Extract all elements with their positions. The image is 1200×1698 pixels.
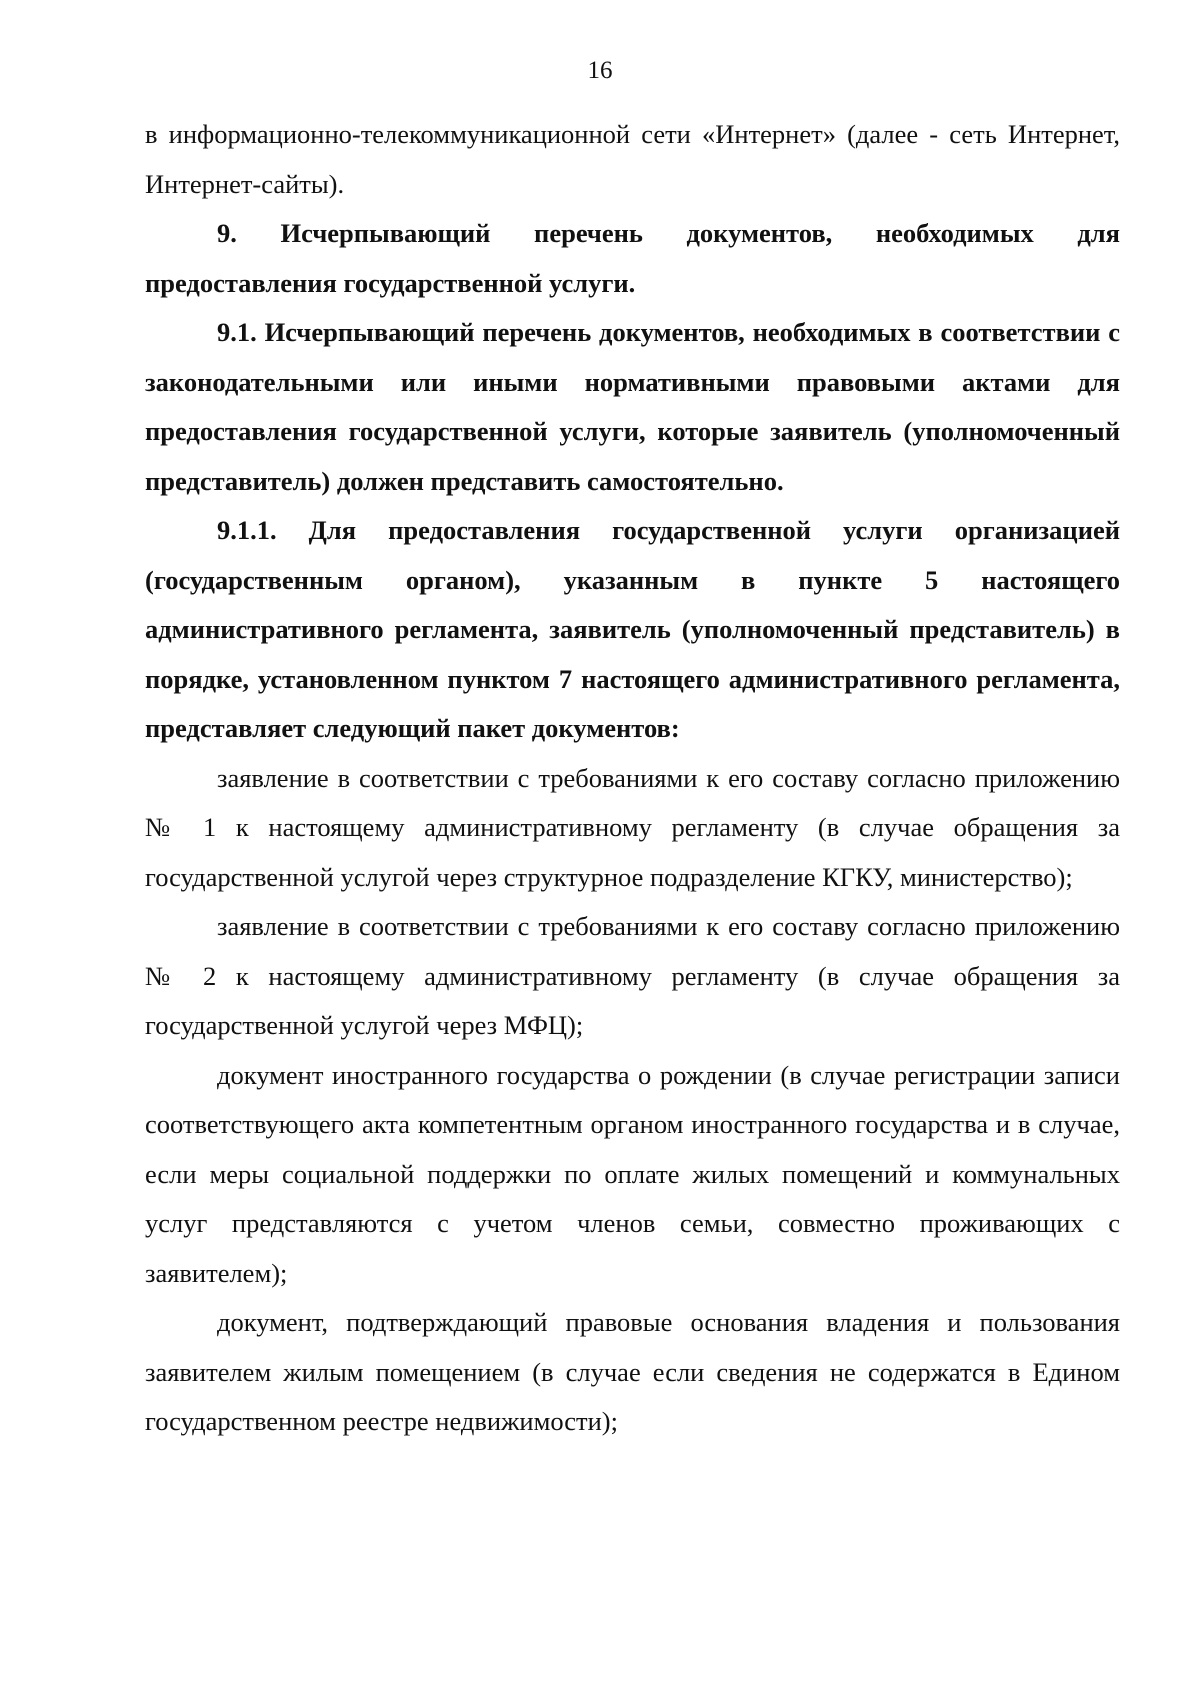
subsection-heading-9-1-1: 9.1.1. Для предоставления государственной услуги организацией (государственным органом), указанным в пункте 5 настоящего административного регламента, заявитель (уполномоченный представитель) в порядке, установленном пунктом 7 настоящего административного регламента, представляет следующий пакет документов: (145, 515, 1120, 743)
paragraph-continuation: в информационно-телекоммуникационной сети «Интернет» (далее - сеть Интернет, Интернет-сайты). (145, 119, 1120, 199)
page-number: 16 (587, 57, 613, 84)
list-item-application-2: заявление в соответствии с требованиями к его составу согласно приложению № 2 к настоящему административному регламенту (в случае обращения за государственной услугой через МФЦ); (145, 911, 1120, 1040)
list-item-foreign-birth-document: документ иностранного государства о рождении (в случае регистрации записи соответствующего акта компетентным органом иностранного государства и в случае, если меры социальной поддержки по оплате жилых помещений и коммунальных услуг представляются с учетом членов семьи, совместно проживающих с заявителем); (145, 1059, 1120, 1288)
document-body (145, 110, 1120, 1447)
list-item-application-1: заявление в соответствии с требованиями к его составу согласно приложению № 1 к настоящему административному регламенту (в случае обращения за государственной услугой через структурное подразделение КГКУ, министерство); (145, 762, 1120, 892)
section-heading-9: 9. Исчерпывающий перечень документов, необходимых для предоставления государственной услуги. (145, 218, 1120, 298)
subsection-heading-9-1: 9.1. Исчерпывающий перечень документов, необходимых в соответствии с законодательными или иными нормативными правовыми актами для предоставления государственной услуги, которые заявитель (уполномоченный представитель) должен представить самостоятельно. (145, 317, 1120, 496)
list-item-housing-rights-document: документ, подтверждающий правовые основания владения и пользования заявителем жилым помещением (в случае если сведения не содержатся в Едином государственном реестре недвижимости); (145, 1307, 1120, 1436)
